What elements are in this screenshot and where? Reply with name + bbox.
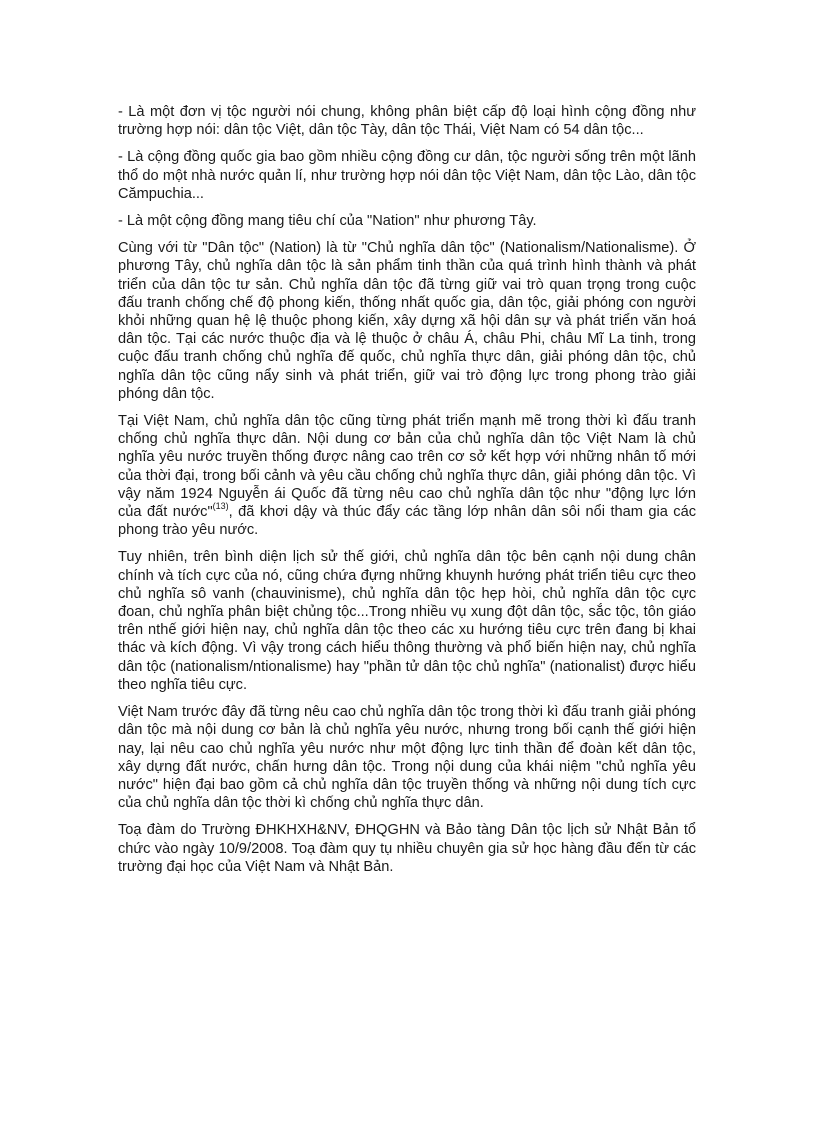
paragraph-patriotism: Việt Nam trước đây đã từng nêu cao chủ nghĩa dân tộc trong thời kì đấu tranh giải phóng dân tộc mà nội dung cơ bản là chủ nghĩa yêu nước, nhưng trong bối cạnh thế giới hiện nay, lại nêu cao chủ nghĩa yêu nước như một động lực tinh thần để đoàn kết dân tộc, xây dựng đất nước, chấn hưng dân tộc. Trong nội dung của khái niệm "chủ nghĩa yêu nước" hiện đại bao gồm cả chủ nghĩa dân tộc truyền thống và những nội dung tích cực của chủ nghĩa dân tộc thời kì chống chủ nghĩa thực dân. [118, 704, 696, 812]
paragraph-ethnic-unit: - Là một đơn vị tộc người nói chung, không phân biệt cấp độ loại hình cộng đồng như trường hợp nói: dân tộc Việt, dân tộc Tày, dân tộc Thái, Việt Nam có 54 dân tộc... [118, 104, 696, 139]
paragraph-nation-criteria: - Là một cộng đồng mang tiêu chí của "Nation" như phương Tây. [118, 213, 537, 230]
vietnam-paragraph-text: Tại Việt Nam, chủ nghĩa dân tộc cũng từng phát triển mạnh mẽ trong thời kì đấu tranh chống chủ nghĩa thực dân. Nội dung cơ bản của chủ nghĩa dân tộc Việt Nam là chủ nghĩa yêu nước truyền thống được nâng cao trên cơ sở kết hợp với những nhân tố mới của thời đại, trong bối cảnh và yêu cầu chống chủ nghĩa thực dân, giải phóng dân tộc. Vì vậy năm 1924 Nguyễn ái Quốc đã từng nêu cao chủ nghĩa dân tộc như "động lực lớn của đất nước" [118, 413, 696, 521]
document-body [118, 103, 696, 885]
footnote-marker: (13) [212, 501, 229, 512]
paragraph-nationalism-vietnam [118, 412, 696, 539]
paragraph-negative-nationalism: Tuy nhiên, trên bình diện lịch sử thế giới, chủ nghĩa dân tộc bên cạnh nội dung chân chính và tích cực của nó, cũng chứa đựng những khuynh hướng phát triển tiêu cực theo chủ nghĩa sô vanh (chauvinisme), chủ nghĩa dân tộc hẹp hòi, chủ nghĩa dân tộc cực đoan, chủ nghĩa phân biệt chủng tộc...Trong nhiều vụ xung đột dân tộc, sắc tộc, tôn giáo trên nthế giới hiện nay, chủ nghĩa dân tộc theo các xu hướng tiêu cực trên đang bị khai thác và kích động. Vì vậy trong cách hiểu thông thường và phổ biến hiện nay, chủ nghĩa dân tộc (nationalism/ntionalisme) hay "phần tử dân tộc chủ nghĩa" (nationalist) được hiểu theo nghĩa tiêu cực. [118, 549, 696, 693]
vietnam-paragraph-text-continued: , đã khơi dậy và thúc đẩy các tầng lớp nhân dân sôi nổi tham gia các phong trào yêu nước. [118, 504, 696, 539]
paragraph-national-community: - Là cộng đồng quốc gia bao gồm nhiều cộng đồng cư dân, tộc người sống trên một lãnh thổ do một nhà nước quản lí, như trường hợp nói dân tộc Việt Nam, dân tộc Lào, dân tộc Cămpuchia... [118, 149, 696, 202]
paragraph-seminar-info: Toạ đàm do Trường ĐHKHXH&NV, ĐHQGHN và Bảo tàng Dân tộc lịch sử Nhật Bản tổ chức vào ngày 10/9/2008. Toạ đàm quy tụ nhiều chuyên gia sử học hàng đầu đến từ các trường đại học của Việt Nam và Nhật Bản. [118, 822, 696, 875]
paragraph-nationalism-west: Cùng với từ "Dân tộc" (Nation) là từ "Chủ nghĩa dân tộc" (Nationalism/Nationalisme). Ở phương Tây, chủ nghĩa dân tộc là sản phẩm tinh thần của quá trình hình thành và phát triển của dân tộc tư sản. Chủ nghĩa dân tộc đã từng giữ vai trò quan trọng trong cuộc đấu tranh chống chế độ phong kiến, thống nhất quốc gia, dân tộc, giải phóng con người khỏi những quan hệ lệ thuộc phong kiến, xây dựng xã hội dân sự và phát triển văn hoá dân tộc. Tại các nước thuộc địa và lệ thuộc ở châu Á, châu Phi, châu Mĩ La tinh, trong cuộc đấu tranh chống chủ nghĩa đế quốc, chủ nghĩa thực dân, giải phóng dân tộc, chủ nghĩa dân tộc cũng nẩy sinh và phát triển, giữ vai trò động lực trong phong trào giải phóng dân tộc. [118, 240, 696, 402]
